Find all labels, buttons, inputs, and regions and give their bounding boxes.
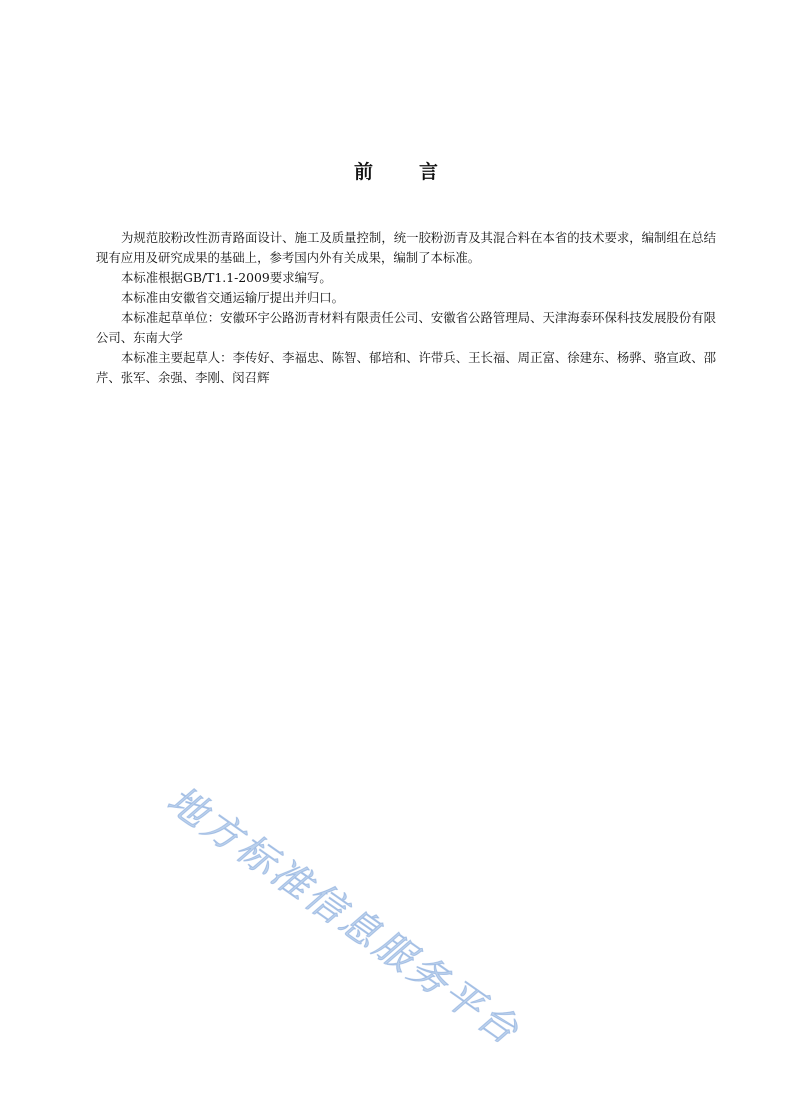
paragraph-drafters: 本标准主要起草人：李传好、李福忠、陈智、郁培和、许带兵、王长福、周正富、徐建东、杨骅、骆宣政、邵芹、张军、余强、李刚、闵召辉 bbox=[96, 350, 716, 385]
paragraph-purpose: 为规范胶粉改性沥青路面设计、施工及质量控制，统一胶粉沥青及其混合料在本省的技术要求，编制组在总结现有应用及研究成果的基础上，参考国内外有关成果，编制了本标准。 bbox=[96, 230, 716, 265]
paragraph-standard-basis: 本标准根据GB/T1.1-2009要求编写。 bbox=[121, 270, 332, 285]
paragraph-drafting-units: 本标准起草单位：安徽环宇公路沥青材料有限责任公司、安徽省公路管理局、天津海泰环保科技发展股份有限公司、东南大学 bbox=[96, 310, 716, 345]
foreword-body bbox=[96, 228, 716, 388]
page-title: 前言 bbox=[353, 161, 484, 183]
watermark: 地方标准信息服务平台 bbox=[159, 777, 529, 1055]
paragraph-proposer: 本标准由安徽省交通运输厅提出并归口。 bbox=[121, 290, 345, 305]
